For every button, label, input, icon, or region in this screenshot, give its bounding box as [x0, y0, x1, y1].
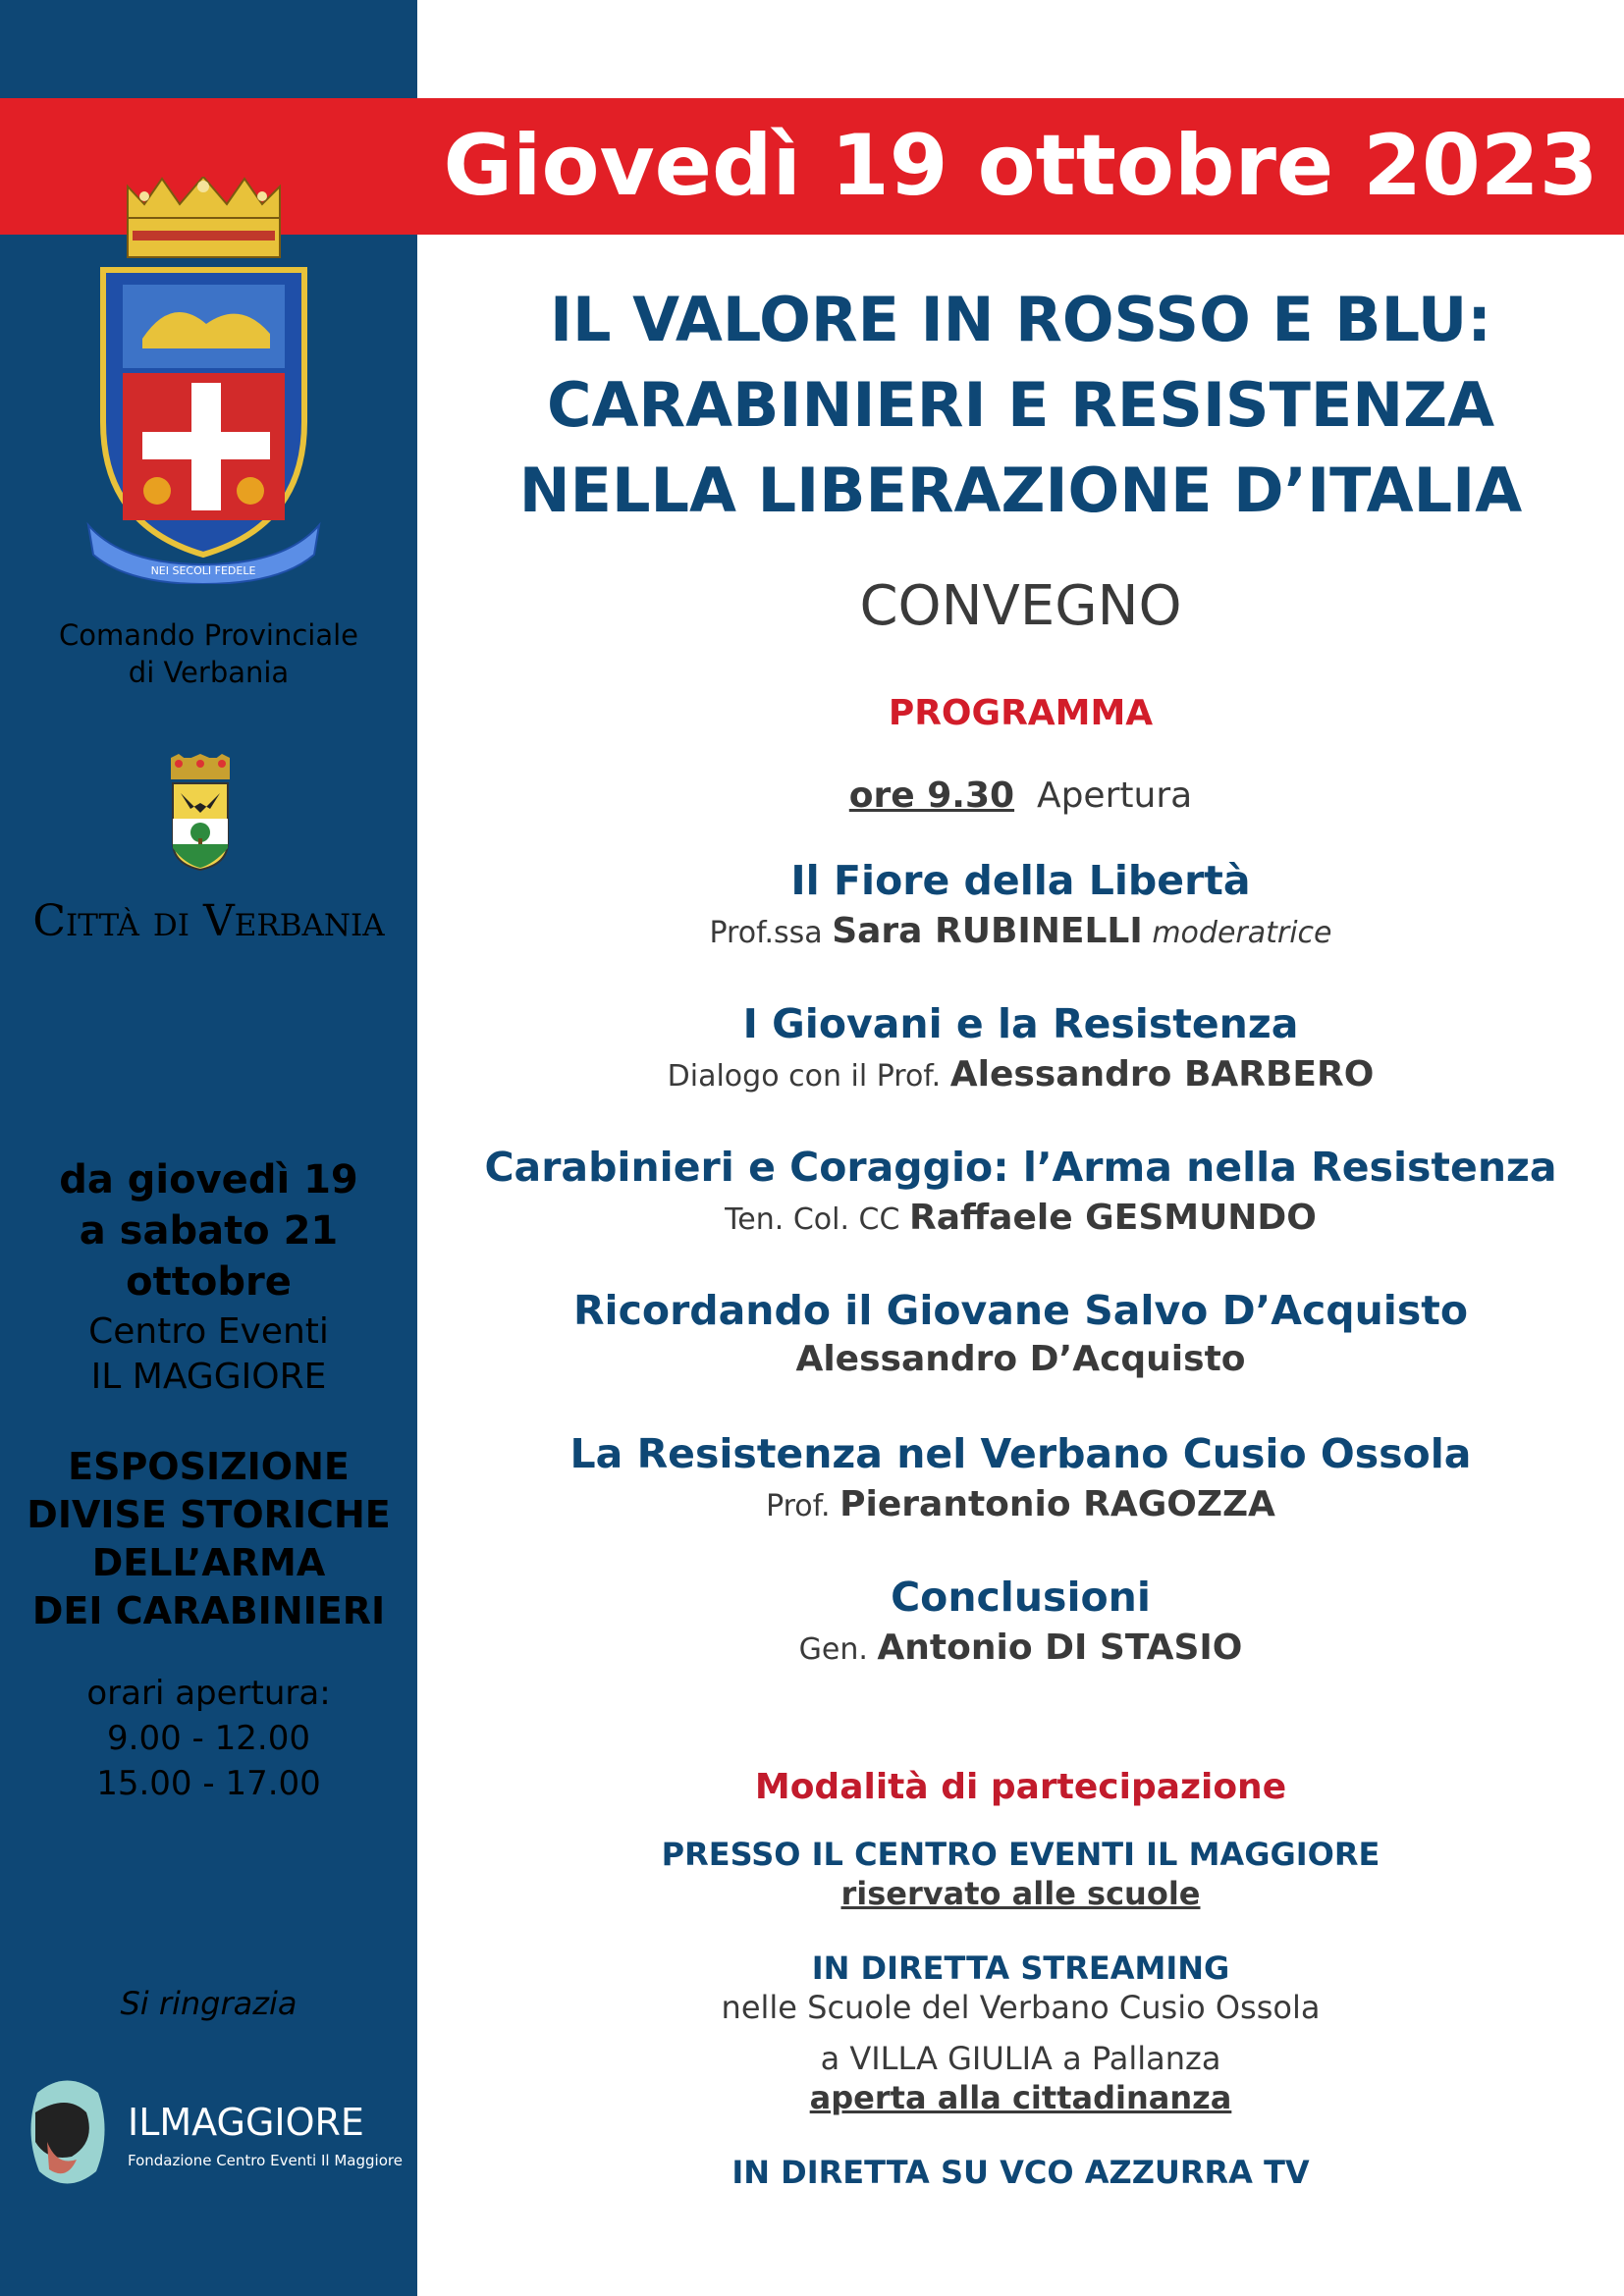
talk-speaker	[417, 1054, 1624, 1095]
speaker-prefix: Ten. Col. CC	[725, 1202, 900, 1237]
tv-line: IN DIRETTA SU VCO AZZURRA TV	[731, 2154, 1310, 2191]
talk-speaker	[417, 911, 1624, 951]
speaker-role: moderatrice	[1152, 916, 1332, 950]
comando-line1: Comando Provinciale	[58, 618, 359, 652]
expo-line4: DEI CARABINIERI	[31, 1589, 386, 1632]
speaker-prefix: Dialogo con il Prof.	[667, 1059, 942, 1094]
sponsor-prefix: IL	[128, 2101, 160, 2144]
expo-line1: ESPOSIZIONE	[68, 1445, 350, 1488]
exhibition-dates	[0, 1154, 417, 1308]
expo-line2: DIVISE STORICHE	[27, 1493, 391, 1536]
dates-line1: da giovedì 19	[59, 1157, 358, 1202]
villa-line: a VILLA GIULIA a Pallanza	[820, 2040, 1221, 2077]
speaker-name: Alessandro D’Acquisto	[795, 1339, 1246, 1379]
exhibition-title	[0, 1443, 417, 1635]
venue-line2: IL MAGGIORE	[90, 1357, 327, 1397]
comando-line2: di Verbania	[128, 656, 290, 689]
carabinieri-crest-icon	[83, 177, 324, 584]
orari-label: orari apertura:	[86, 1674, 331, 1713]
title-line2: CARABINIERI E RESISTENZA	[546, 369, 1495, 441]
speaker-prefix: Gen.	[798, 1632, 868, 1667]
speaker-name: Pierantonio RAGOZZA	[839, 1484, 1275, 1524]
expo-line3: DELL’ARMA	[91, 1541, 326, 1584]
orari-morning: 9.00 - 12.00	[107, 1719, 310, 1758]
opening-row	[417, 775, 1624, 816]
opening-label: Apertura	[1036, 775, 1193, 816]
venue-heading: PRESSO IL CENTRO EVENTI IL MAGGIORE	[661, 1836, 1380, 1873]
venue-line1: Centro Eventi	[88, 1311, 329, 1352]
dates-line3: ottobre	[126, 1259, 292, 1305]
program-label: PROGRAMMA	[888, 693, 1154, 733]
event-type: CONVEGNO	[859, 574, 1182, 638]
comando-provinciale	[0, 616, 417, 691]
dates-line2: a sabato 21	[79, 1208, 339, 1254]
exhibition-venue	[0, 1309, 417, 1400]
streaming-line: nelle Scuole del Verbano Cusio Ossola	[721, 1989, 1321, 2026]
speaker-prefix: Prof.ssa	[709, 916, 823, 950]
il-maggiore-name	[128, 2101, 364, 2144]
speaker-name: Antonio DI STASIO	[877, 1628, 1243, 1668]
title-line1: IL VALORE IN ROSSO E BLU:	[549, 284, 1492, 355]
talk-title: La Resistenza nel Verbano Cusio Ossola	[569, 1430, 1472, 1477]
il-maggiore-logo-icon	[27, 2073, 108, 2189]
speaker-prefix: Prof.	[766, 1489, 831, 1523]
conference-title	[417, 277, 1624, 533]
participation-title: Modalità di partecipazione	[754, 1767, 1287, 1807]
event-date: Giovedì 19 ottobre 2023	[443, 117, 1598, 215]
il-maggiore-subtitle: Fondazione Centro Eventi Il Maggiore	[128, 2152, 403, 2169]
talk-title: Conclusioni	[891, 1574, 1151, 1621]
talk-speaker	[417, 1339, 1624, 1379]
talk-title: Il Fiore della Libertà	[790, 857, 1251, 904]
speaker-name: Alessandro BARBERO	[949, 1054, 1375, 1095]
title-line3: NELLA LIBERAZIONE D’ITALIA	[518, 454, 1523, 526]
thanks-label: Si ringrazia	[120, 1985, 298, 2022]
talk-speaker	[417, 1198, 1624, 1238]
verbania-coat-of-arms-icon	[165, 754, 236, 872]
talk-speaker	[417, 1484, 1624, 1524]
venue-note: riservato alle scuole	[840, 1875, 1201, 1912]
opening-time: ore 9.30	[848, 775, 1015, 816]
talk-title: Ricordando il Giovane Salvo D’Acquisto	[572, 1287, 1469, 1334]
orari-afternoon: 15.00 - 17.00	[96, 1764, 321, 1803]
villa-note: aperta alla cittadinanza	[809, 2079, 1232, 2116]
crest-motto: NEI SECOLI FEDELE	[150, 564, 256, 577]
talk-speaker	[417, 1628, 1624, 1668]
citta-di-verbania: Città di Verbania	[32, 896, 385, 946]
opening-hours	[0, 1671, 417, 1806]
talk-title: Carabinieri e Coraggio: l’Arma nella Resistenza	[484, 1144, 1557, 1191]
speaker-name: Sara RUBINELLI	[832, 911, 1143, 951]
streaming-heading: IN DIRETTA STREAMING	[811, 1949, 1230, 1987]
talk-title: I Giovani e la Resistenza	[742, 1000, 1299, 1047]
sponsor-main: MAGGIORE	[159, 2101, 364, 2144]
speaker-name: Raffaele GESMUNDO	[909, 1198, 1317, 1238]
